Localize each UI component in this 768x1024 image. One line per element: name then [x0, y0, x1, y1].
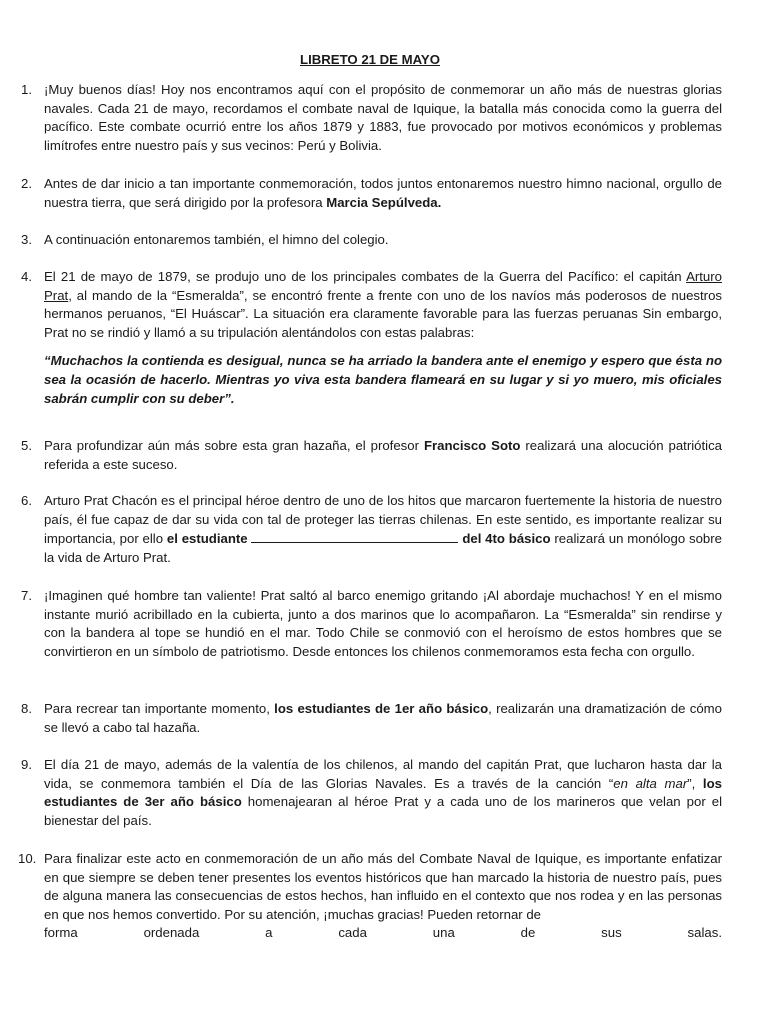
- item-text: ¡Imaginen qué hombre tan valiente! Prat saltó al barco enemigo gritando ¡Al abordaje muchachos! Y en el mismo instante murió acribillado en la cubierta, junto a dos marinos que lo acompañaron. La “Esmeralda” sin rendirse y con la bandera al tope se hundió en el mar. Todo Chile se conmovió con el heroísmo de estos hombres que se convirtieron en un símbolo de patriotismo. Desde entonces los chilenos conmemoramos esta fecha con orgullo.: [44, 588, 722, 659]
- item-text: Arturo Prat Chacón es el principal héroe dentro de uno de los hitos que marcaron fuertemente la historia de nuestro país, él fue capaz de dar su vida con tal de proteger las tierras chilenas. En este sentido, es importante realizar su importancia, por ello: [44, 493, 722, 547]
- list-item-5: [21, 437, 722, 474]
- list-item-4: [21, 268, 722, 408]
- final-word: una: [432, 925, 455, 941]
- item-number: 6.: [21, 493, 32, 508]
- final-word: de: [520, 925, 536, 941]
- list-item-8: [21, 700, 722, 737]
- student-group: los estudiantes de 1er año básico: [274, 701, 489, 716]
- item-number: 1.: [21, 82, 32, 97]
- item-text-continued: homenajearan al héroe Prat y a cada uno de los marineros que velan por el bienestar del país.: [44, 794, 722, 828]
- item-text: Para profundizar aún más sobre esta gran hazaña, el profesor: [44, 438, 424, 453]
- item-text: Antes de dar inicio a tan importante conmemoración, todos juntos entonaremos nuestro himno nacional, orgullo de nuestra tierra, que será dirigido por la profesora: [44, 176, 722, 210]
- item-number: 5.: [21, 438, 32, 453]
- final-word: cada: [338, 925, 367, 941]
- grade-label: del 4to básico: [462, 531, 551, 547]
- item-number: 3.: [21, 232, 32, 247]
- item-text-continued: , realizarán una dramatización de cómo se llevó a cabo tal hazaña.: [44, 701, 722, 735]
- item-text: Para finalizar este acto en conmemoración de un año más del Combate Naval de Iquique, es importante enfatizar en que siempre se deben tener presentes los eventos históricos que han marcado la historia de nuestro país, pues de alguna manera las consecuencias de estos hechos, han influido en el contexto que nos rodea y en las personas en que nos hemos convertido. Por su atención, ¡muchas gracias! Pueden retornar de: [44, 851, 722, 922]
- item-text: El 21 de mayo de 1879, se produjo uno de los principales combates de la Guerra del Pacífico: el capitán: [44, 269, 687, 284]
- list-item-10: [18, 850, 722, 943]
- document-title: LIBRETO 21 DE MAYO: [300, 52, 440, 67]
- item-text: Para recrear tan importante momento,: [44, 701, 275, 716]
- item-number: 8.: [21, 701, 32, 716]
- item-text: A continuación entonaremos también, el himno del colegio.: [44, 232, 389, 247]
- final-line: [44, 924, 722, 943]
- list-item-7: [21, 587, 722, 661]
- item-text-continued: , al mando de la “Esmeralda”, se encontró frente a frente con uno de los navíos más poderosos de nuestros hermanos peruanos, “El Huáscar”. La situación era claramente favorable para las fuerzas peruanas Sin embargo, Prat no se rindió y llamó a su tripulación alentándolos con estas palabras:: [44, 287, 722, 340]
- final-word: sus: [601, 925, 622, 941]
- list-item-2: [21, 175, 722, 212]
- item-text-continued: realizará una alocución patriótica referida a este suceso.: [44, 438, 722, 472]
- final-word: ordenada: [143, 925, 200, 941]
- item-text: El día 21 de mayo, además de la valentía de los chilenos, al mando del capitán Prat, que lucharon hasta dar la vida, se conmemora también el Día de las Glorias Navales. Es a través de la canción “: [44, 757, 722, 791]
- item-number: 9.: [21, 757, 32, 772]
- item-text-middle: ”,: [687, 775, 703, 791]
- student-group: los estudiantes de 3er año básico: [44, 775, 722, 810]
- teacher-name: Francisco Soto: [423, 438, 521, 453]
- item-number: 2.: [21, 176, 32, 191]
- item-number: 7.: [21, 588, 32, 603]
- list-item-9: [21, 756, 722, 830]
- item-number: 4.: [21, 269, 32, 284]
- student-label: el estudiante: [166, 531, 248, 547]
- song-title: en alta mar: [613, 775, 688, 791]
- list-item-3: [21, 231, 722, 250]
- underlined-name: Arturo Prat: [44, 269, 722, 303]
- prat-quote: “Muchachos la contienda es desigual, nunca se ha arriado la bandera ante el enemigo y espero que ésta no sea la ocasión de hacerlo. Mientras yo viva esta bandera flameará en su lugar y si yo muero, mis oficiales sabrán cumplir con su deber”.: [44, 353, 722, 406]
- final-word: salas.: [687, 925, 722, 941]
- list-item-1: [21, 81, 722, 155]
- final-word: forma: [44, 925, 78, 941]
- list-item-6: [21, 492, 722, 567]
- item-text-continued: realizará un monólogo sobre la vida de Arturo Prat.: [44, 531, 722, 565]
- teacher-name: Marcia Sepúlveda.: [326, 194, 442, 210]
- item-number: 10.: [18, 851, 37, 866]
- final-word: a: [265, 925, 273, 941]
- student-name-blank: [251, 529, 458, 543]
- item-text: ¡Muy buenos días! Hoy nos encontramos aquí con el propósito de conmemorar un año más de nuestras glorias navales. Cada 21 de mayo, recordamos el combate naval de Iquique, la batalla más conocida como la guerra del pacífico. Este combate ocurrió entre los años 1879 y 1883, fue provocado por motivos económicos y problemas limítrofes entre nuestro país y sus vecinos: Perú y Bolivia.: [44, 82, 722, 153]
